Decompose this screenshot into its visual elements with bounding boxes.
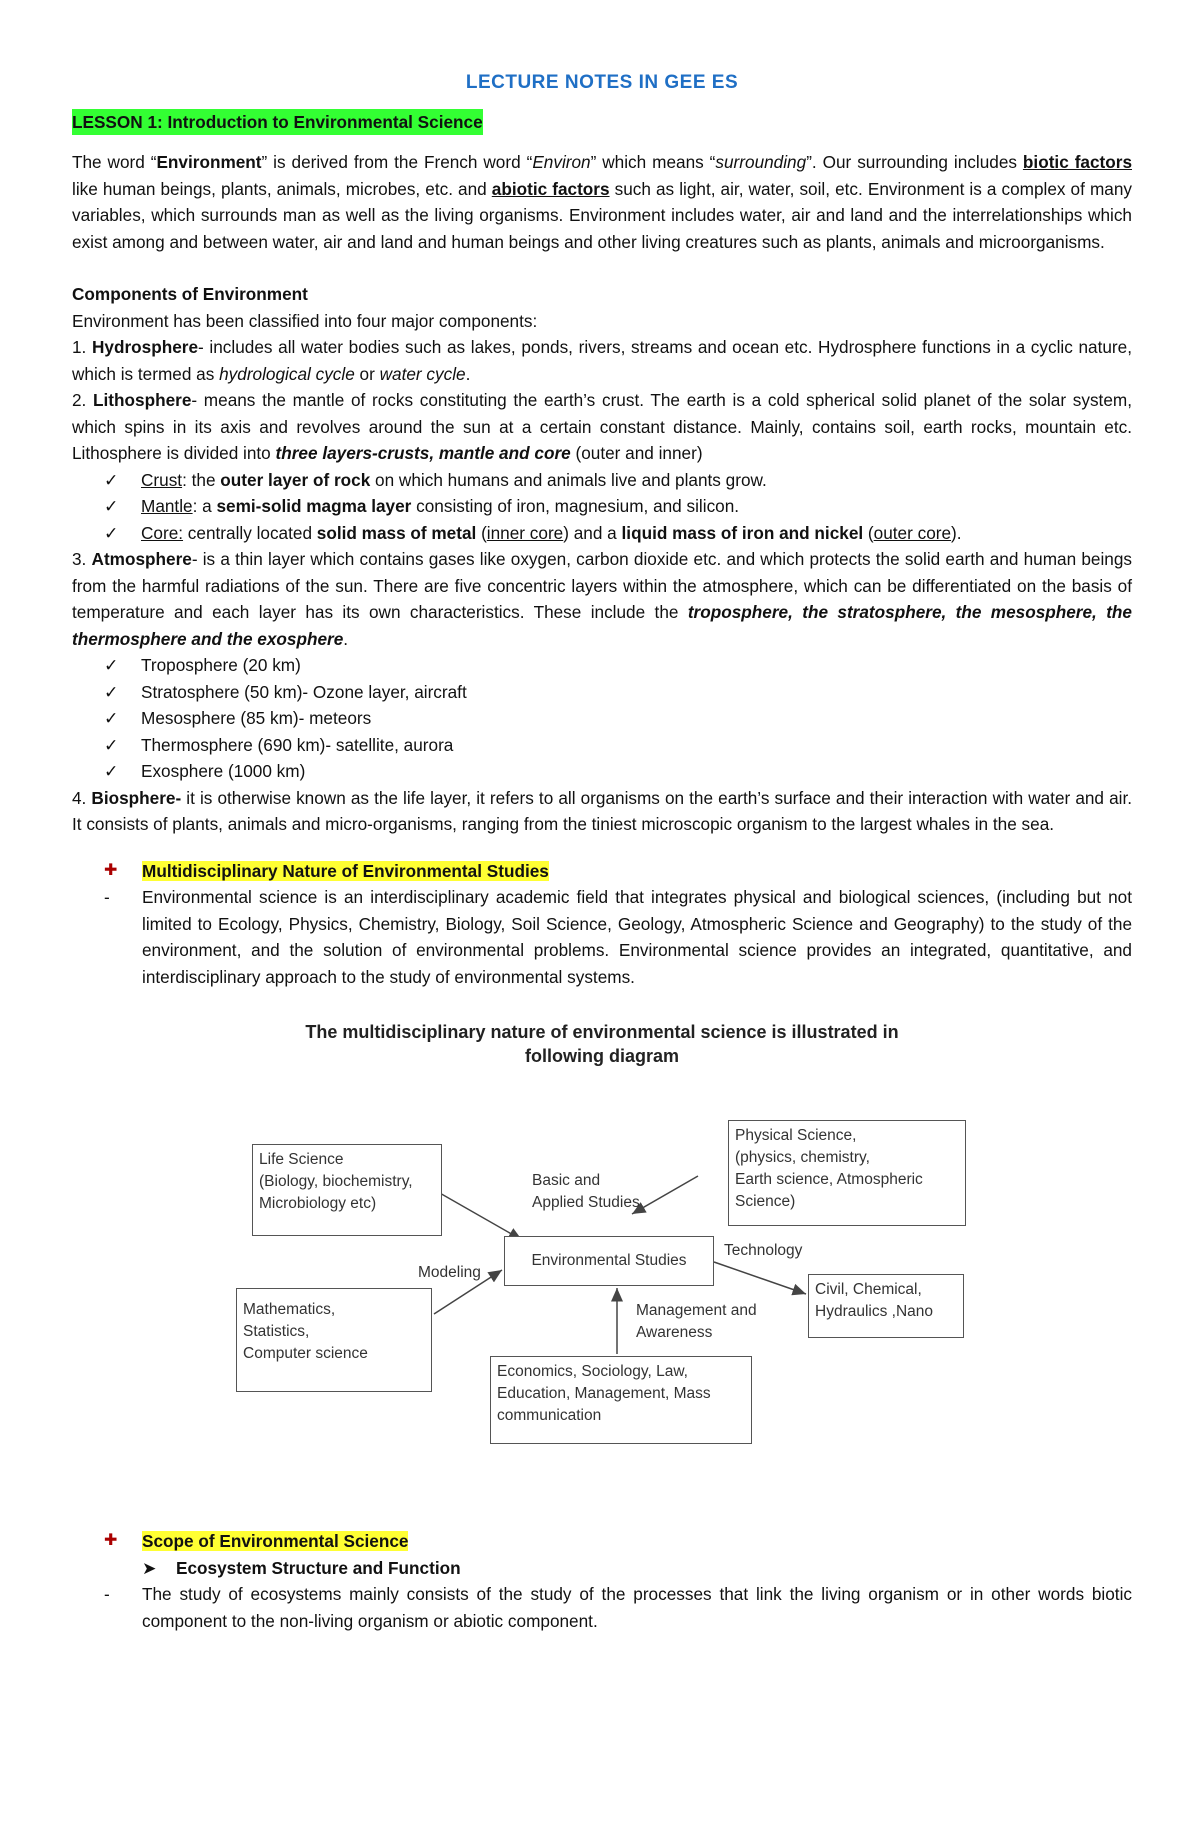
components-intro: Environment has been classified into four major components: (72, 310, 538, 331)
technology-label: Technology (724, 1242, 803, 1259)
biotic-factors-term: biotic factors (1022, 152, 1132, 172)
document-title: LECTURE NOTES IN GEE ES (465, 72, 739, 93)
modeling-label: Modeling (418, 1264, 481, 1281)
life-science-box: Life Science (Biology, biochemistry, Microbiology etc) (252, 1144, 442, 1236)
ecosystem-text: - The study of ecosystems mainly consists of the study of the processes that link the living organism or in other words biotic component to the non-living organism or abiotic component. (104, 1584, 1132, 1631)
atmosphere-layers-list (72, 652, 1132, 785)
hydrosphere-item: 1. Hydrosphere- includes all water bodies such as lakes, ponds, rivers, streams and ocean etc. Hydrosphere functions in a cyclic nature, which is termed as hydrological cycle or water cycle. (72, 337, 1132, 384)
ecosystem-subheading: ➤ Ecosystem Structure and Function (72, 1555, 1132, 1582)
document-page (72, 70, 1132, 1634)
environmental-studies-box: Environmental Studies (504, 1236, 714, 1286)
abiotic-factors-term: abiotic factors (491, 178, 610, 199)
checkmark-icon: ✓ (104, 708, 119, 728)
lithosphere-layers-list (72, 467, 1132, 547)
multidisciplinary-heading: ✚ Multidisciplinary Nature of Environmental Studies (72, 858, 1132, 885)
scope-heading: ✚ Scope of Environmental Science (72, 1528, 1132, 1555)
list-item: ✓ Exosphere (1000 km) (72, 758, 1132, 785)
atmosphere-item: 3. Atmosphere- is a thin layer which contains gases like oxygen, carbon dioxide etc. and which protects the solid earth and human beings from the harmful radiations of the sun. There are five concentric layers within the atmosphere, which can be differentiated on the basis of temperature and each layer has its own characteristics. These include the troposphere, the stratosphere, the mesosphere, the thermosphere and the exosphere. (72, 549, 1133, 649)
lithosphere-item: 2. Lithosphere- means the mantle of rocks constituting the earth’s crust. The earth is a cold spherical solid planet of the solar system, which spins in its axis and revolves around the sun at a certain constant distance. Mainly, contains soil, earth rocks, mountain etc. Lithosphere is divided into three layers-crusts, mantle and core (outer and inner) (72, 390, 1132, 463)
pushpin-icon: ✚ (104, 861, 118, 879)
checkmark-icon: ✓ (104, 469, 119, 490)
arrowhead-bullet-icon: ➤ (142, 1557, 157, 1578)
list-item: ✓ Thermosphere (690 km)- satellite, aurora (72, 732, 1132, 759)
checkmark-icon: ✓ (104, 734, 119, 755)
basic-applied-label: Basic and Applied Studies (532, 1172, 640, 1211)
economics-box: Economics, Sociology, Law, Education, Management, Mass communication (490, 1356, 752, 1444)
management-label: Management and Awareness (636, 1302, 757, 1341)
biosphere-item: 4. Biosphere- it is otherwise known as the life layer, it refers to all organisms on the earth’s surface and their interaction with water and air. It consists of plants, animals and micro-organisms, ranging from the tiniest microscopic organism to the largest whales in the sea. (72, 787, 1132, 834)
checkmark-icon: ✓ (104, 496, 119, 516)
arrow-physical-to-center (632, 1176, 698, 1214)
lesson-heading: LESSON 1: Introduction to Environmental Science (72, 109, 483, 136)
civil-engineering-box: Civil, Chemical, Hydraulics ,Nano (808, 1274, 964, 1338)
checkmark-icon: ✓ (104, 761, 119, 781)
list-item: ✓ Troposphere (20 km) (72, 652, 1132, 679)
list-item: ✓ Crust: the outer layer of rock on which humans and animals live and plants grow. (72, 467, 1132, 494)
list-item: ✓ Stratosphere (50 km)- Ozone layer, aircraft (72, 679, 1132, 706)
diagram-title-line1: The multidisciplinary nature of environmental science is illustrated in (305, 1022, 899, 1042)
multidisciplinary-diagram (72, 1008, 1132, 1518)
components-heading: Components of Environment (72, 284, 308, 304)
list-item: ✓ Mantle: a semi-solid magma layer consisting of iron, magnesium, and silicon. (72, 493, 1132, 520)
mathematics-box: Mathematics, Statistics, Computer science (236, 1288, 432, 1392)
diagram-title-line2: following diagram (524, 1046, 679, 1066)
list-item: ✓ Core: centrally located solid mass of metal (inner core) and a liquid mass of iron and nickel (outer core). (72, 520, 1132, 547)
checkmark-icon: ✓ (104, 655, 119, 675)
checkmark-icon: ✓ (104, 522, 119, 543)
physical-science-box: Physical Science, (physics, chemistry, Earth science, Atmospheric Science) (728, 1120, 966, 1226)
list-item: ✓ Mesosphere (85 km)- meteors (72, 705, 1132, 732)
pushpin-icon: ✚ (104, 1532, 118, 1549)
arrow-center-to-civil (714, 1262, 806, 1294)
multidisciplinary-text: - Environmental science is an interdisciplinary academic field that integrates physical and biological sciences, (including but not limited to Ecology, Physics, Chemistry, Biology, Soil Science, Geology, Atmospheric Science and Geography) to the study of the environment, and the solution of environmental problems. Environmental science provides an integrated, quantitative, and interdisciplinary approach to the study of environmental systems. (104, 887, 1132, 987)
intro-paragraph: The word “Environment” is derived from the French word “Environ” which means “surrounding”. Our surrounding includes biotic factors like human beings, plants, animals, microbes, etc. and abiotic factors such as light, air, water, soil, etc. Environment is a complex of many variables, which surrounds man as well as the living organisms. Environment includes water, air and land and the interrelationships which exist among and between water, air and land and human beings and other living creatures such as plants, animals and microorganisms. (72, 152, 1132, 252)
checkmark-icon: ✓ (104, 681, 119, 702)
